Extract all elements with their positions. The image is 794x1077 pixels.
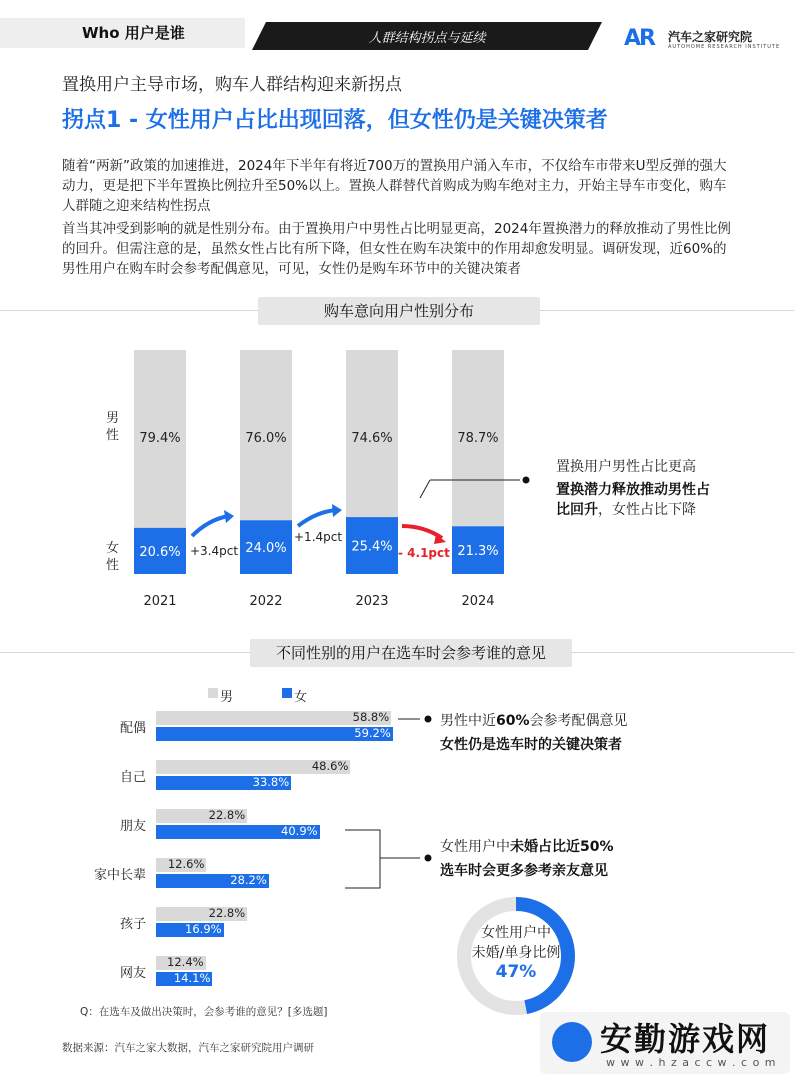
female-ref-value: 33.8% (252, 775, 290, 789)
chart2-note1-line1: 男性中近60%会参考配偶意见 (440, 713, 628, 729)
year-label: 2024 (461, 594, 495, 609)
donut-label-line1: 女性用户中 (481, 925, 551, 941)
chart2-note2-line2: 选车时会更多参考亲友意见 (440, 863, 608, 879)
male-ref-value: 12.6% (167, 857, 205, 871)
female-axis-label: 女 性 (106, 541, 120, 573)
male-value-label: 76.0% (245, 431, 287, 446)
legend-female-label: 女 (294, 690, 308, 705)
logo-subtitle: AUTOHOME RESEARCH INSTITUTE (668, 44, 781, 50)
delta-label-3: - 4.1pct (398, 546, 450, 560)
female-value-label: 25.4% (351, 539, 393, 555)
male-value-label: 78.7% (457, 431, 499, 446)
category-label: 孩子 (119, 917, 146, 932)
year-label: 2021 (143, 594, 177, 609)
paragraph-1: 随着“两新”政策的加速推进，2024年下半年有将近700万的置换用户涌入车市，不仅给车市带来U型反弹的强大动力，更是把下半年置换比例拉升至50%以上。置换人群替代首购成为购车绝对主力，开始主导车市变化，购车人群随之迎来结构性拐点 (62, 158, 727, 214)
watermark-logo-icon (552, 1022, 592, 1062)
male-value-label: 74.6% (351, 431, 393, 446)
category-label: 自己 (119, 770, 146, 785)
watermark-url: w w w . h z a c c w . c o m (606, 1056, 777, 1069)
year-label: 2022 (249, 594, 283, 609)
delta-label-1: +3.4pct (190, 544, 239, 558)
page-title: 拐点1 - 女性用户占比出现回落，但女性仍是关键决策者 (62, 108, 608, 133)
male-ref-value: 48.6% (311, 759, 349, 773)
header-topic-label: 人群结构拐点与延续 (368, 31, 486, 46)
footer-question: Q：在选车及做出决策时，会参考谁的意见？[多选题] (80, 1006, 328, 1018)
chart2-note2-line1: 女性用户中未婚占比近50% (440, 839, 614, 855)
male-ref-value: 12.4% (167, 955, 204, 969)
page-subtitle: 置换用户主导市场，购车人群结构迎来新拐点 (62, 75, 402, 95)
delta-label-2: +1.4pct (294, 530, 343, 544)
watermark-text: 安勤游戏网 (600, 1020, 771, 1058)
chart1-note-line3: 比回升，女性占比下降 (556, 502, 696, 518)
logo-name: 汽车之家研究院 (668, 30, 753, 44)
male-value-label: 79.4% (139, 431, 181, 446)
paragraph-2: 首当其冲受到影响的就是性别分布。由于置换用户中男性占比明显更高，2024年置换潜力的释放推动了男性比例的回升。但需注意的是，虽然女性占比有所下降，但女性在购车决策中的作用却愈发明显。调研发现，近60%的男性用户在购车时会参考配偶意见，可见，女性仍是购车环节中的关键决策者 (62, 221, 731, 277)
female-ref-value: 28.2% (230, 873, 267, 887)
category-label: 网友 (119, 966, 146, 981)
male-ref-value: 22.8% (208, 808, 246, 822)
category-label: 朋友 (119, 819, 146, 834)
chart1-note-line1: 置换用户男性占比更高 (556, 459, 696, 475)
chart1-note-line2: 置换潜力释放推动男性占 (556, 482, 710, 498)
male-axis-label: 男 性 (106, 411, 120, 443)
logo-icon: AR (624, 26, 654, 51)
female-ref-value: 16.9% (185, 922, 222, 936)
header-section-label: Who 用户是谁 (82, 24, 185, 42)
footer-source: 数据来源：汽车之家大数据，汽车之家研究院用户调研 (62, 1042, 314, 1054)
donut-value: 47% (495, 962, 537, 982)
female-value-label: 20.6% (139, 544, 181, 560)
female-ref-value: 40.9% (281, 824, 318, 838)
female-value-label: 21.3% (457, 544, 499, 560)
male-ref-value: 58.8% (352, 710, 390, 724)
category-label: 家中长辈 (93, 868, 146, 883)
year-label: 2023 (355, 594, 389, 609)
donut-label-line2: 未婚/单身比例 (471, 945, 561, 961)
chart2-title: 不同性别的用户在选车时会参考谁的意见 (250, 639, 572, 667)
male-ref-value: 22.8% (208, 906, 246, 920)
female-ref-value: 14.1% (173, 971, 211, 985)
female-ref-value: 59.2% (354, 726, 391, 740)
chart1-title: 购车意向用户性别分布 (258, 297, 540, 325)
chart2-note1-line2: 女性仍是选车时的关键决策者 (440, 737, 622, 753)
female-value-label: 24.0% (245, 541, 287, 557)
category-label: 配偶 (119, 721, 146, 736)
legend-male-label: 男 (220, 690, 234, 705)
